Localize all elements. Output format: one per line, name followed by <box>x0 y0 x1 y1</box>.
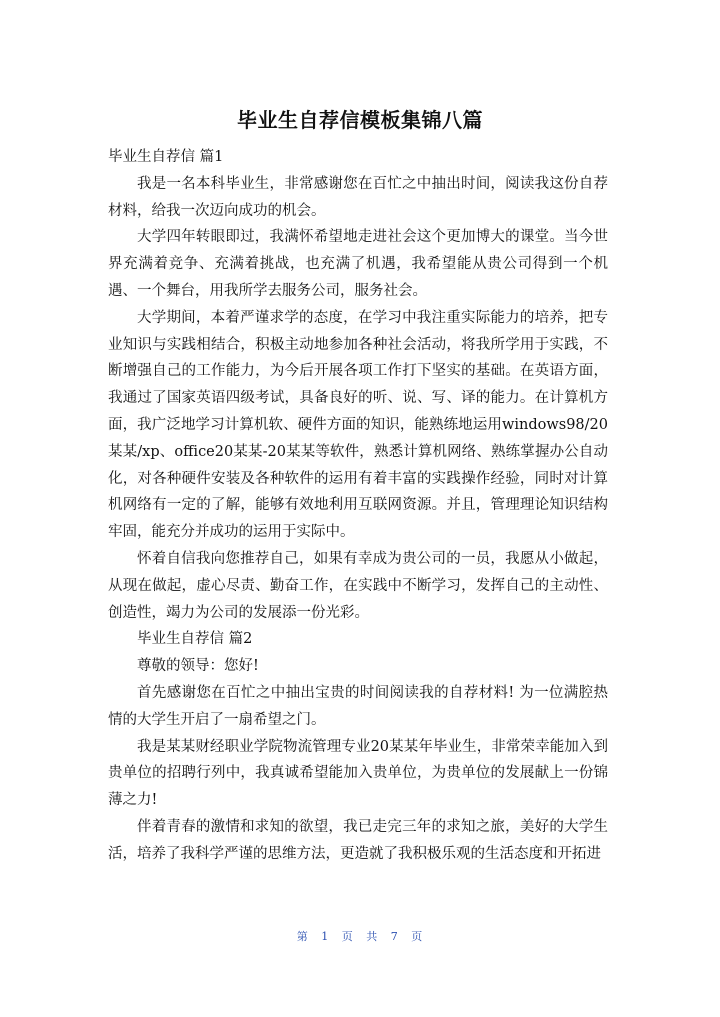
paragraph: 我是一名本科毕业生，非常感谢您在百忙之中抽出时间，阅读我这份自荐材料，给我一次迈向成功的机会。 <box>108 175 608 219</box>
paragraph: 伴着青春的激情和求知的欲望，我已走完三年的求知之旅，美好的大学生活，培养了我科学严谨的思维方法，更造就了我积极乐观的生活态度和开拓进 <box>108 818 608 862</box>
paragraph: 首先感谢您在百忙之中抽出宝贵的时间阅读我的自荐材料! 为一位满腔热情的大学生开启了一扇希望之门。 <box>108 684 608 728</box>
paragraph: 大学期间，本着严谨求学的态度，在学习中我注重实际能力的培养，把专业知识与实践相结合，积极主动地参加各种社会活动，将我所学用于实践，不断增强自己的工作能力，为今后开展各项工作打下坚实的基础。在英语方面，我通过了国家英语四级考试，具备良好的听、说、写、译的能力。在计算机方面，我广泛地学习计算机软、硬件方面的知识，能熟练地运用windows98/20某某/xp、office20某某-20某某等软件，熟悉计算机网络、熟练掌握办公自动化，对各种硬件安装及各种软件的运用有着丰富的实践操作经验，同时对计算机网络有一定的了解，能够有效地利用互联网资源。并且，管理理论知识结构牢固，能充分并成功的运用于实际中。 <box>108 309 608 541</box>
section-heading-2: 毕业生自荐信 篇2 <box>137 631 253 648</box>
section-heading-1: 毕业生自荐信 篇1 <box>108 149 224 165</box>
paragraph: 怀着自信我向您推荐自己，如果有幸成为贵公司的一员，我愿从小做起，从现在做起，虚心尽责、勤奋工作，在实践中不断学习，发挥自己的主动性、创造性，竭力为公司的发展添一份光彩。 <box>108 550 608 621</box>
paragraph: 我是某某财经职业学院物流管理专业20某某年毕业生，非常荣幸能加入到贵单位的招聘行列中，我真诚希望能加入贵单位，为贵单位的发展献上一份锦薄之力! <box>108 738 608 809</box>
paragraph: 大学四年转眼即过，我满怀希望地走进社会这个更加博大的课堂。当今世界充满着竞争、充满着挑战，也充满了机遇，我希望能从贵公司得到一个机遇、一个舞台，用我所学去服务公司，服务社会。 <box>108 229 608 299</box>
document-body <box>108 144 608 868</box>
salutation: 尊敬的领导：您好! <box>137 658 259 675</box>
page-number-footer: 第 1 页 共 7 页 <box>296 930 424 943</box>
document-title: 毕业生自荐信模板集锦八篇 <box>237 108 483 132</box>
